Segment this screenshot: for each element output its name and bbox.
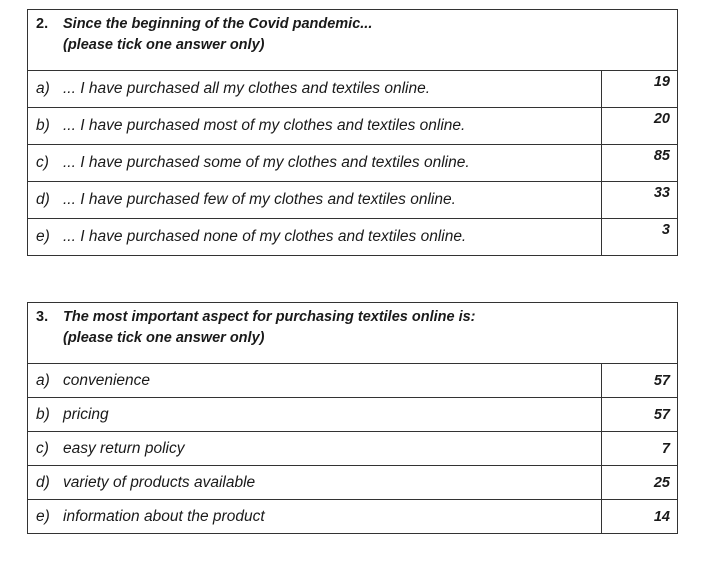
answer-text-cell: [28, 145, 602, 182]
question-number: 3.: [36, 309, 49, 325]
answer-row: [28, 145, 678, 182]
answer-row: [28, 364, 678, 398]
answer-text-cell: [28, 364, 602, 398]
answer-row: [28, 432, 678, 466]
answer-row: [28, 71, 678, 108]
answer-count: 19: [601, 71, 677, 108]
answer-row: [28, 398, 678, 432]
answer-text: ... I have purchased none of my clothes and textiles online.: [63, 228, 467, 245]
answer-row: [28, 182, 678, 219]
answer-count: 33: [601, 182, 677, 219]
answer-row: [28, 466, 678, 500]
answer-count: 3: [601, 219, 677, 256]
answer-count: 25: [601, 466, 677, 500]
answer-text-cell: [28, 108, 602, 145]
answer-text: information about the product: [63, 507, 265, 525]
question-title: The most important aspect for purchasing textiles online is:: [63, 309, 476, 325]
answer-text-cell: [28, 500, 602, 534]
answer-text-cell: [28, 219, 602, 256]
answer-text: easy return policy: [63, 439, 185, 457]
answer-row: [28, 219, 678, 256]
answer-text: variety of products available: [63, 473, 256, 491]
answer-count: 7: [601, 432, 677, 466]
answer-letter: d): [36, 473, 50, 491]
answer-letter: e): [36, 228, 50, 245]
question-3-table: [27, 302, 678, 534]
answer-row: [28, 500, 678, 534]
answer-text: convenience: [63, 371, 151, 389]
answer-text-cell: [28, 432, 602, 466]
answer-row: [28, 108, 678, 145]
question-header-row: [28, 303, 678, 364]
question-title: Since the beginning of the Covid pandemic...: [63, 16, 373, 32]
answer-text: ... I have purchased most of my clothes and textiles online.: [63, 117, 466, 134]
question-instruction: (please tick one answer only): [63, 330, 265, 346]
answer-count: 57: [601, 398, 677, 432]
answer-letter: d): [36, 191, 50, 208]
answer-letter: c): [36, 439, 49, 457]
answer-letter: b): [36, 405, 50, 423]
answer-count: 14: [601, 500, 677, 534]
answer-text-cell: [28, 398, 602, 432]
question-header: [28, 10, 678, 71]
answer-text-cell: [28, 71, 602, 108]
answer-text-cell: [28, 182, 602, 219]
question-instruction: (please tick one answer only): [63, 37, 265, 53]
answer-letter: b): [36, 117, 50, 134]
answer-letter: c): [36, 154, 49, 171]
answer-text: ... I have purchased some of my clothes and textiles online.: [63, 154, 470, 171]
answer-text: pricing: [63, 405, 109, 423]
question-header: [28, 303, 678, 364]
answer-text: ... I have purchased few of my clothes and textiles online.: [63, 191, 456, 208]
answer-count: 85: [601, 145, 677, 182]
question-2-table: [27, 9, 678, 256]
answer-text: ... I have purchased all my clothes and textiles online.: [63, 80, 431, 97]
answer-letter: a): [36, 80, 50, 97]
question-number: 2.: [36, 16, 49, 32]
answer-letter: e): [36, 507, 50, 525]
answer-text-cell: [28, 466, 602, 500]
question-header-row: [28, 10, 678, 71]
answer-letter: a): [36, 371, 50, 389]
answer-count: 57: [601, 364, 677, 398]
answer-count: 20: [601, 108, 677, 145]
